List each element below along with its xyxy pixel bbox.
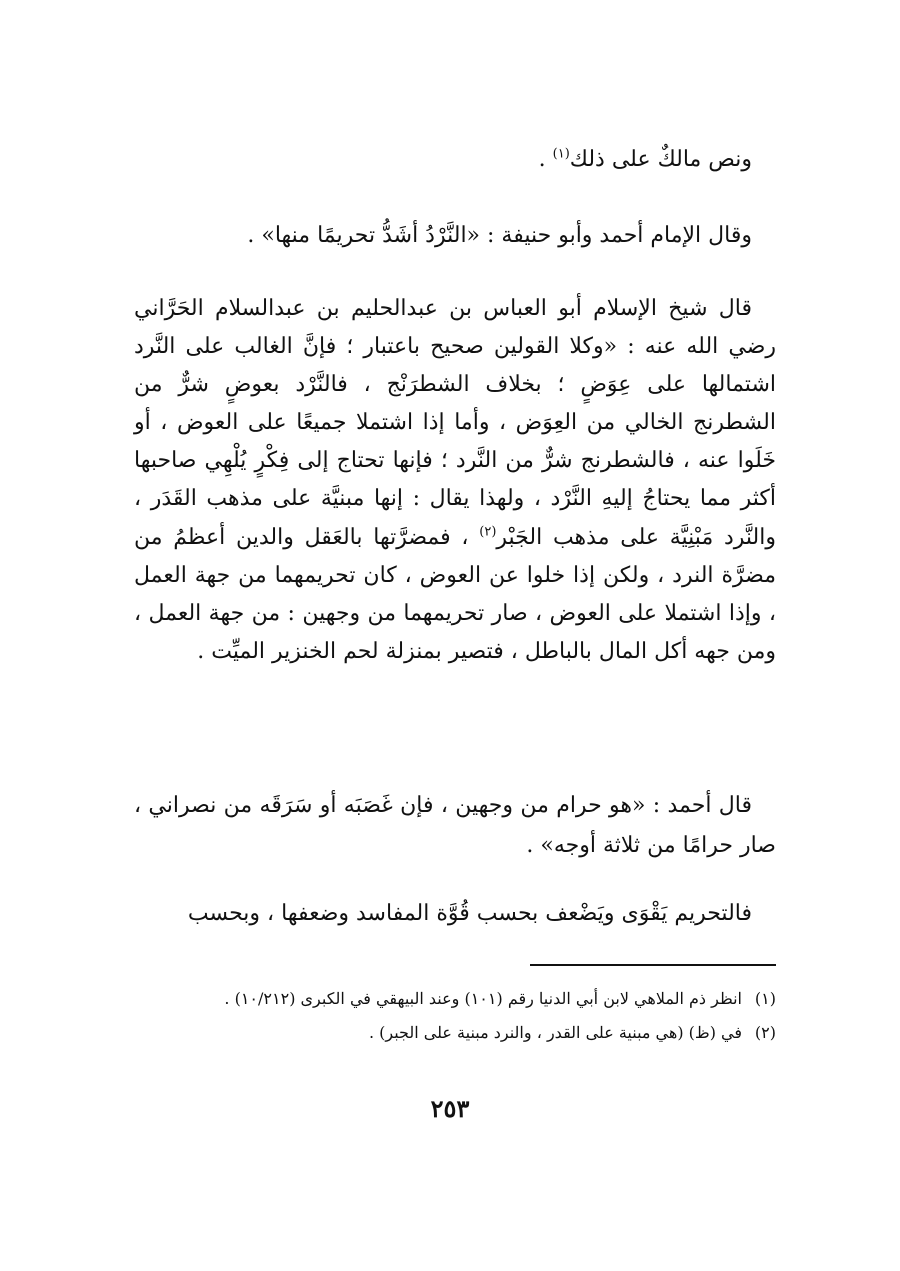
paragraph-ahmad-abu-hanifa: [134, 216, 776, 256]
footnotes: [134, 984, 776, 1048]
footnote-divider: [530, 964, 776, 966]
footnote-text: في (ظ) (هي مبنية على القدر ، والنرد مبنية على الجبر) .: [368, 1023, 742, 1042]
paragraph-text: قال شيخ الإسلام أبو العباس بن عبدالحليم بن عبدالسلام الحَرَّاني رضي الله عنه : «وكلا القولين صحيح باعتبار ؛ فإنَّ الغالب على النَّرد اشتمالها على عِوَضٍ ؛ بخلاف الشطرَنْج ، فالنَّرْد بعوضٍ شرٌّ من الشطرنج الخالي من العِوَض ، وأما إذا اشتملا جميعًا على العوض ، أو خَلَوا عنه ، فالشطرنج شرٌّ من النَّرد ؛ فإنها تحتاج إلى فِكْرٍ يُلْهِي صاحبها أكثر مما يحتاجُ إليهِ النَّرْد ، ولهذا يقال : إنها مبنيَّة على مذهب القَدَر ، والنَّرد مَبْنِيَّة على مذهب الجَبْر: [134, 296, 776, 550]
paragraph-ahmad-quote: [134, 786, 776, 866]
footnote-number: (١): [754, 989, 776, 1008]
paragraph-malik: [134, 140, 776, 180]
footnote-number: (٢): [754, 1023, 776, 1042]
paragraph-text-end: .: [538, 147, 553, 172]
paragraph-text-end: ، فمضرَّتها بالعَقل والدين أعظمُ من مضرَّة النرد ، ولكن إذا خلوا عن العوض ، كان تحريمهما من جهة العمل ، وإذا اشتملا على العوض ، صار تحريمهما من وجهين : من جهة العمل ، ومن جهه أكل المال بالباطل ، فتصير بمنزلة لحم الخنزير الميِّت .: [134, 524, 776, 664]
page-number: ٢٥٣: [430, 1094, 470, 1123]
paragraph-text: ونص مالكٌ على ذلك: [569, 147, 752, 172]
footnote-ref-2[interactable]: (٢): [479, 524, 497, 540]
paragraph-prohibition: [134, 894, 776, 934]
paragraph-text: وقال الإمام أحمد وأبو حنيفة : «النَّرْدُ أشَدُّ تحريمًا منها» .: [247, 223, 752, 248]
footnote-2: [134, 1018, 776, 1048]
footnote-text: انظر ذم الملاهي لابن أبي الدنيا رقم (١٠١) وعند البيهقي في الكبرى (١٠/٢١٢) .: [224, 989, 742, 1008]
paragraph-text: فالتحريم يَقْوَى ويَضْعف بحسب قُوَّة المفاسد وضعفها ، وبحسب: [187, 901, 752, 926]
paragraph-ibn-taymiyya: [134, 290, 776, 671]
paragraph-text: قال أحمد : «هو حرام من وجهين ، فإن غَصَبَه أو سَرَقَه من نصراني ، صار حرامًا من ثلاثة أوجه» .: [134, 793, 776, 858]
footnote-1: [134, 984, 776, 1014]
footnote-ref-1[interactable]: (١): [552, 146, 570, 162]
